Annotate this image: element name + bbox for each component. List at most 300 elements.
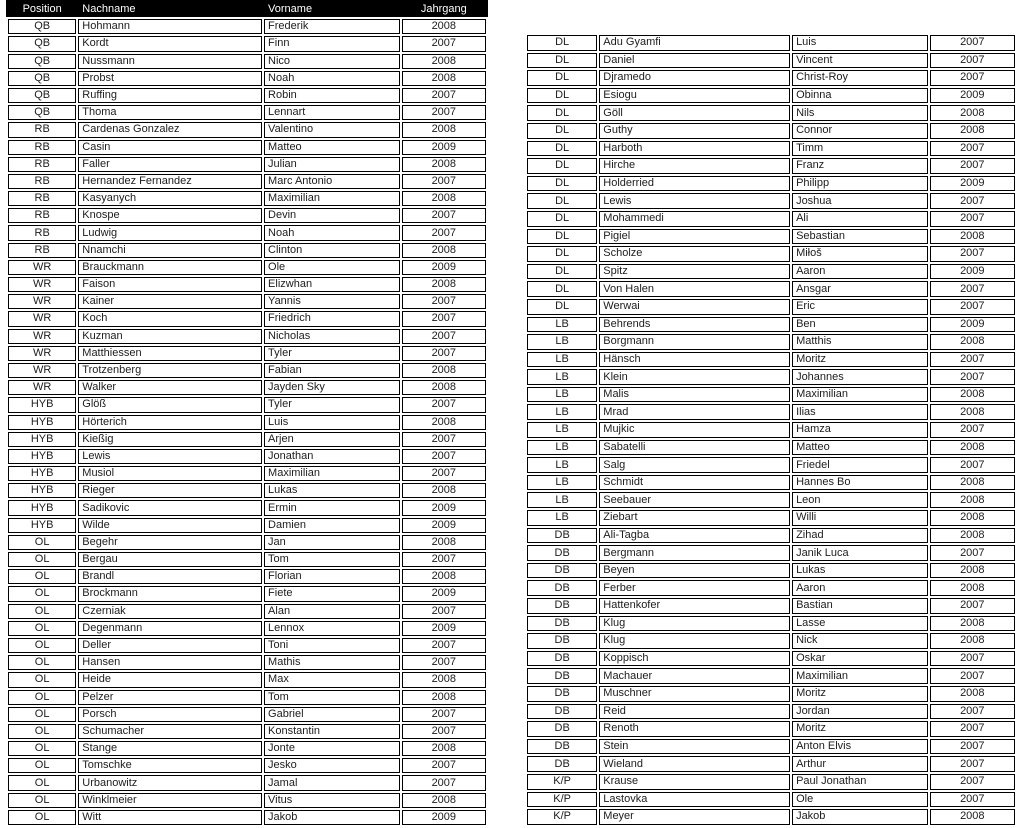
cell-vorname: Damien: [264, 518, 400, 533]
table-row: [527, 70, 1015, 86]
cell-jahrgang: 2007: [402, 329, 486, 344]
cell-position: OL: [8, 655, 76, 670]
table-row: [527, 580, 1015, 596]
table-row: [527, 141, 1015, 157]
cell-nachname: Stange: [78, 741, 262, 756]
cell-nachname: Lastovka: [599, 792, 790, 808]
cell-vorname: Christ-Roy: [792, 70, 928, 86]
cell-vorname: Tyler: [264, 397, 400, 412]
header-jahrgang: Jahrgang: [402, 2, 486, 17]
cell-position: DL: [527, 158, 597, 174]
cell-jahrgang: 2008: [402, 19, 486, 34]
cell-jahrgang: 2008: [402, 157, 486, 172]
cell-vorname: Ermin: [264, 500, 400, 515]
cell-jahrgang: 2008: [930, 633, 1015, 649]
cell-jahrgang: 2007: [930, 141, 1015, 157]
cell-vorname: Noah: [264, 71, 400, 86]
cell-vorname: Timm: [792, 141, 928, 157]
cell-vorname: Janik Luca: [792, 545, 928, 561]
cell-position: DL: [527, 264, 597, 280]
header-nachname: Nachname: [78, 2, 262, 17]
table-row: [527, 158, 1015, 174]
table-row: [527, 193, 1015, 209]
table-row: [527, 387, 1015, 403]
cell-position: WR: [8, 294, 76, 309]
cell-position: LB: [527, 352, 597, 368]
cell-nachname: Faller: [78, 157, 262, 172]
cell-jahrgang: 2007: [930, 53, 1015, 69]
cell-position: LB: [527, 404, 597, 420]
cell-jahrgang: 2008: [930, 686, 1015, 702]
cell-jahrgang: 2007: [930, 721, 1015, 737]
table-row: [527, 792, 1015, 808]
cell-nachname: Beyen: [599, 563, 790, 579]
cell-position: LB: [527, 440, 597, 456]
cell-position: HYB: [8, 483, 76, 498]
table-row: [8, 775, 486, 790]
cell-vorname: Nicholas: [264, 329, 400, 344]
table-row: [8, 122, 486, 137]
cell-position: OL: [8, 690, 76, 705]
cell-position: DB: [527, 580, 597, 596]
cell-jahrgang: 2007: [402, 655, 486, 670]
cell-nachname: Brauckmann: [78, 260, 262, 275]
table-row: [527, 246, 1015, 262]
cell-position: OL: [8, 793, 76, 808]
table-row: [8, 380, 486, 395]
cell-position: OL: [8, 810, 76, 825]
cell-vorname: Lasse: [792, 616, 928, 632]
cell-nachname: Winklmeier: [78, 793, 262, 808]
cell-vorname: Ilias: [792, 404, 928, 420]
cell-position: HYB: [8, 466, 76, 481]
table-row: [527, 176, 1015, 192]
cell-vorname: Maximilian: [792, 387, 928, 403]
cell-vorname: Jonte: [264, 741, 400, 756]
cell-vorname: Arjen: [264, 432, 400, 447]
cell-jahrgang: 2007: [402, 466, 486, 481]
cell-nachname: Holderried: [599, 176, 790, 192]
cell-position: WR: [8, 329, 76, 344]
cell-position: DL: [527, 211, 597, 227]
cell-jahrgang: 2008: [402, 380, 486, 395]
cell-nachname: Glöß: [78, 397, 262, 412]
table-row: [527, 334, 1015, 350]
cell-position: DL: [527, 53, 597, 69]
table-row: [527, 317, 1015, 333]
cell-position: DL: [527, 246, 597, 262]
table-row: [527, 563, 1015, 579]
table-row: [8, 638, 486, 653]
cell-vorname: Max: [264, 672, 400, 687]
table-row: [527, 616, 1015, 632]
cell-jahrgang: 2008: [930, 809, 1015, 825]
cell-vorname: Yannis: [264, 294, 400, 309]
table-row: [527, 88, 1015, 104]
cell-vorname: Valentino: [264, 122, 400, 137]
cell-nachname: Esiogu: [599, 88, 790, 104]
cell-nachname: Sadikovic: [78, 500, 262, 515]
cell-nachname: Spitz: [599, 264, 790, 280]
cell-nachname: Urbanowitz: [78, 775, 262, 790]
table-row: [8, 672, 486, 687]
cell-position: WR: [8, 380, 76, 395]
cell-vorname: Toni: [264, 638, 400, 653]
cell-vorname: Jakob: [792, 809, 928, 825]
cell-jahrgang: 2007: [402, 775, 486, 790]
cell-nachname: Mrad: [599, 404, 790, 420]
table-row: [8, 105, 486, 120]
cell-nachname: Faison: [78, 277, 262, 292]
table-row: [527, 281, 1015, 297]
cell-vorname: Aaron: [792, 264, 928, 280]
table-row: [8, 294, 486, 309]
cell-vorname: Jayden Sky: [264, 380, 400, 395]
table-row: [8, 260, 486, 275]
table-row: [8, 432, 486, 447]
cell-vorname: Julian: [264, 157, 400, 172]
cell-jahrgang: 2008: [930, 528, 1015, 544]
header-row: [8, 2, 486, 17]
cell-position: DB: [527, 545, 597, 561]
cell-nachname: Ali-Tagba: [599, 528, 790, 544]
cell-jahrgang: 2007: [402, 88, 486, 103]
cell-position: DL: [527, 70, 597, 86]
table-row: [8, 586, 486, 601]
cell-jahrgang: 2008: [930, 229, 1015, 245]
cell-jahrgang: 2007: [402, 432, 486, 447]
cell-vorname: Jakob: [264, 810, 400, 825]
table-row: [8, 363, 486, 378]
table-row: [8, 174, 486, 189]
table-row: [527, 475, 1015, 491]
cell-nachname: Koch: [78, 311, 262, 326]
cell-vorname: Jamal: [264, 775, 400, 790]
cell-nachname: Werwai: [599, 299, 790, 315]
cell-position: RB: [8, 157, 76, 172]
table-row: [8, 19, 486, 34]
cell-position: HYB: [8, 500, 76, 515]
cell-vorname: Ole: [792, 792, 928, 808]
cell-nachname: Muschner: [599, 686, 790, 702]
cell-jahrgang: 2008: [402, 672, 486, 687]
table-row: [527, 264, 1015, 280]
cell-jahrgang: 2007: [402, 105, 486, 120]
cell-jahrgang: 2007: [930, 668, 1015, 684]
cell-jahrgang: 2009: [402, 518, 486, 533]
cell-nachname: Deller: [78, 638, 262, 653]
cell-vorname: Matthis: [792, 334, 928, 350]
cell-nachname: Renoth: [599, 721, 790, 737]
cell-nachname: Scholze: [599, 246, 790, 262]
table-row: [8, 329, 486, 344]
cell-vorname: Moritz: [792, 686, 928, 702]
cell-nachname: Schumacher: [78, 724, 262, 739]
cell-nachname: Brockmann: [78, 586, 262, 601]
cell-position: DB: [527, 651, 597, 667]
cell-jahrgang: 2008: [930, 563, 1015, 579]
defense-roster-body: [527, 35, 1015, 825]
cell-position: WR: [8, 311, 76, 326]
cell-jahrgang: 2008: [402, 690, 486, 705]
cell-vorname: Philipp: [792, 176, 928, 192]
cell-jahrgang: 2007: [930, 193, 1015, 209]
cell-position: WR: [8, 363, 76, 378]
cell-vorname: Tom: [264, 552, 400, 567]
cell-nachname: Casin: [78, 140, 262, 155]
cell-position: DL: [527, 35, 597, 51]
cell-vorname: Devin: [264, 208, 400, 223]
roster-header: [8, 2, 486, 17]
cell-jahrgang: 2007: [402, 346, 486, 361]
cell-vorname: Vincent: [792, 53, 928, 69]
cell-vorname: Jordan: [792, 704, 928, 720]
table-row: [8, 758, 486, 773]
table-row: [8, 621, 486, 636]
table-row: [527, 704, 1015, 720]
cell-vorname: Anton Elvis: [792, 739, 928, 755]
cell-vorname: Lennart: [264, 105, 400, 120]
cell-vorname: Clinton: [264, 243, 400, 258]
table-row: [527, 105, 1015, 121]
table-row: [527, 492, 1015, 508]
cell-nachname: Sabatelli: [599, 440, 790, 456]
cell-nachname: Matthiessen: [78, 346, 262, 361]
cell-nachname: Knospe: [78, 208, 262, 223]
cell-jahrgang: 2007: [930, 281, 1015, 297]
cell-jahrgang: 2007: [930, 352, 1015, 368]
cell-vorname: Maximilian: [792, 668, 928, 684]
cell-position: WR: [8, 346, 76, 361]
cell-nachname: Hansen: [78, 655, 262, 670]
cell-position: OL: [8, 604, 76, 619]
cell-vorname: Jonathan: [264, 449, 400, 464]
cell-position: LB: [527, 369, 597, 385]
cell-position: LB: [527, 492, 597, 508]
table-row: [527, 35, 1015, 51]
cell-jahrgang: 2009: [402, 810, 486, 825]
table-row: [8, 71, 486, 86]
cell-nachname: Djramedo: [599, 70, 790, 86]
cell-position: QB: [8, 88, 76, 103]
cell-nachname: Göll: [599, 105, 790, 121]
cell-vorname: Obinna: [792, 88, 928, 104]
cell-vorname: Maximilian: [264, 191, 400, 206]
cell-jahrgang: 2007: [930, 457, 1015, 473]
table-row: [527, 229, 1015, 245]
table-row: [8, 415, 486, 430]
cell-position: DL: [527, 88, 597, 104]
cell-vorname: Leon: [792, 492, 928, 508]
cell-position: DL: [527, 193, 597, 209]
table-row: [8, 191, 486, 206]
cell-position: K/P: [527, 792, 597, 808]
cell-position: LB: [527, 457, 597, 473]
cell-nachname: Kuzman: [78, 329, 262, 344]
cell-position: QB: [8, 19, 76, 34]
cell-nachname: Cardenas Gonzalez: [78, 122, 262, 137]
cell-nachname: Hirche: [599, 158, 790, 174]
cell-position: RB: [8, 174, 76, 189]
cell-nachname: Thoma: [78, 105, 262, 120]
table-row: [527, 545, 1015, 561]
cell-position: OL: [8, 707, 76, 722]
table-row: [527, 369, 1015, 385]
cell-position: DL: [527, 281, 597, 297]
cell-position: DB: [527, 598, 597, 614]
cell-nachname: Stein: [599, 739, 790, 755]
cell-position: WR: [8, 277, 76, 292]
cell-jahrgang: 2008: [930, 616, 1015, 632]
cell-position: HYB: [8, 518, 76, 533]
table-row: [8, 552, 486, 567]
cell-nachname: Wilde: [78, 518, 262, 533]
cell-jahrgang: 2008: [930, 387, 1015, 403]
cell-nachname: Harboth: [599, 141, 790, 157]
cell-position: LB: [527, 475, 597, 491]
cell-vorname: Oskar: [792, 651, 928, 667]
header-vorname: Vorname: [264, 2, 400, 17]
table-row: [8, 466, 486, 481]
cell-nachname: Pigiel: [599, 229, 790, 245]
table-row: [8, 449, 486, 464]
cell-jahrgang: 2007: [930, 598, 1015, 614]
cell-nachname: Porsch: [78, 707, 262, 722]
cell-vorname: Ali: [792, 211, 928, 227]
cell-position: OL: [8, 586, 76, 601]
cell-nachname: Nnamchi: [78, 243, 262, 258]
cell-nachname: Hattenkofer: [599, 598, 790, 614]
cell-vorname: Matteo: [792, 440, 928, 456]
cell-nachname: Ruffing: [78, 88, 262, 103]
table-row: [8, 277, 486, 292]
cell-jahrgang: 2007: [402, 397, 486, 412]
cell-jahrgang: 2009: [930, 176, 1015, 192]
cell-jahrgang: 2008: [402, 71, 486, 86]
cell-position: DL: [527, 123, 597, 139]
cell-jahrgang: 2009: [402, 260, 486, 275]
cell-jahrgang: 2007: [402, 208, 486, 223]
cell-nachname: Rieger: [78, 483, 262, 498]
cell-vorname: Maximilian: [264, 466, 400, 481]
cell-jahrgang: 2008: [402, 243, 486, 258]
cell-position: OL: [8, 758, 76, 773]
cell-vorname: Robin: [264, 88, 400, 103]
cell-vorname: Luis: [792, 35, 928, 51]
cell-jahrgang: 2008: [930, 404, 1015, 420]
cell-nachname: Trotzenberg: [78, 363, 262, 378]
cell-position: DB: [527, 739, 597, 755]
table-row: [527, 299, 1015, 315]
cell-jahrgang: 2007: [402, 294, 486, 309]
cell-position: OL: [8, 638, 76, 653]
table-row: [8, 243, 486, 258]
cell-jahrgang: 2009: [402, 586, 486, 601]
table-row: [527, 756, 1015, 772]
cell-nachname: Lewis: [599, 193, 790, 209]
cell-position: K/P: [527, 809, 597, 825]
table-row: [527, 123, 1015, 139]
cell-jahrgang: 2008: [402, 191, 486, 206]
cell-nachname: Mujkic: [599, 422, 790, 438]
cell-jahrgang: 2008: [930, 440, 1015, 456]
cell-position: QB: [8, 36, 76, 51]
cell-position: DB: [527, 528, 597, 544]
table-row: [527, 528, 1015, 544]
cell-position: RB: [8, 243, 76, 258]
cell-position: RB: [8, 122, 76, 137]
cell-jahrgang: 2007: [402, 449, 486, 464]
cell-jahrgang: 2008: [402, 54, 486, 69]
cell-nachname: Begehr: [78, 535, 262, 550]
cell-jahrgang: 2008: [402, 483, 486, 498]
cell-jahrgang: 2009: [930, 88, 1015, 104]
table-row: [527, 651, 1015, 667]
cell-jahrgang: 2008: [402, 122, 486, 137]
table-row: [8, 36, 486, 51]
cell-position: DL: [527, 141, 597, 157]
table-row: [8, 535, 486, 550]
header-position: Position: [8, 2, 76, 17]
cell-position: OL: [8, 569, 76, 584]
cell-vorname: Friedel: [792, 457, 928, 473]
cell-vorname: Jesko: [264, 758, 400, 773]
cell-jahrgang: 2007: [930, 422, 1015, 438]
cell-vorname: Moritz: [792, 721, 928, 737]
cell-nachname: Behrends: [599, 317, 790, 333]
table-row: [527, 510, 1015, 526]
cell-nachname: Daniel: [599, 53, 790, 69]
cell-nachname: Tomschke: [78, 758, 262, 773]
cell-position: QB: [8, 54, 76, 69]
cell-vorname: Hamza: [792, 422, 928, 438]
cell-nachname: Meyer: [599, 809, 790, 825]
cell-vorname: Matteo: [264, 140, 400, 155]
cell-position: OL: [8, 741, 76, 756]
cell-nachname: Witt: [78, 810, 262, 825]
cell-vorname: Fiete: [264, 586, 400, 601]
cell-nachname: Hohmann: [78, 19, 262, 34]
cell-vorname: Hannes Bo: [792, 475, 928, 491]
cell-vorname: Konstantin: [264, 724, 400, 739]
table-row: [527, 598, 1015, 614]
cell-vorname: Lukas: [792, 563, 928, 579]
cell-jahrgang: 2008: [402, 277, 486, 292]
cell-position: HYB: [8, 397, 76, 412]
cell-jahrgang: 2008: [930, 475, 1015, 491]
cell-position: LB: [527, 510, 597, 526]
table-row: [8, 311, 486, 326]
cell-jahrgang: 2007: [402, 36, 486, 51]
cell-vorname: Jan: [264, 535, 400, 550]
cell-position: RB: [8, 191, 76, 206]
cell-jahrgang: 2008: [402, 741, 486, 756]
cell-position: DB: [527, 704, 597, 720]
cell-vorname: Eric: [792, 299, 928, 315]
cell-jahrgang: 2009: [402, 621, 486, 636]
cell-nachname: Mohammedi: [599, 211, 790, 227]
cell-position: DL: [527, 229, 597, 245]
table-row: [527, 686, 1015, 702]
offense-roster-body: [8, 19, 486, 825]
cell-nachname: Ferber: [599, 580, 790, 596]
cell-position: LB: [527, 317, 597, 333]
table-row: [8, 655, 486, 670]
table-row: [8, 690, 486, 705]
cell-position: RB: [8, 140, 76, 155]
cell-vorname: Ansgar: [792, 281, 928, 297]
cell-vorname: Nils: [792, 105, 928, 121]
